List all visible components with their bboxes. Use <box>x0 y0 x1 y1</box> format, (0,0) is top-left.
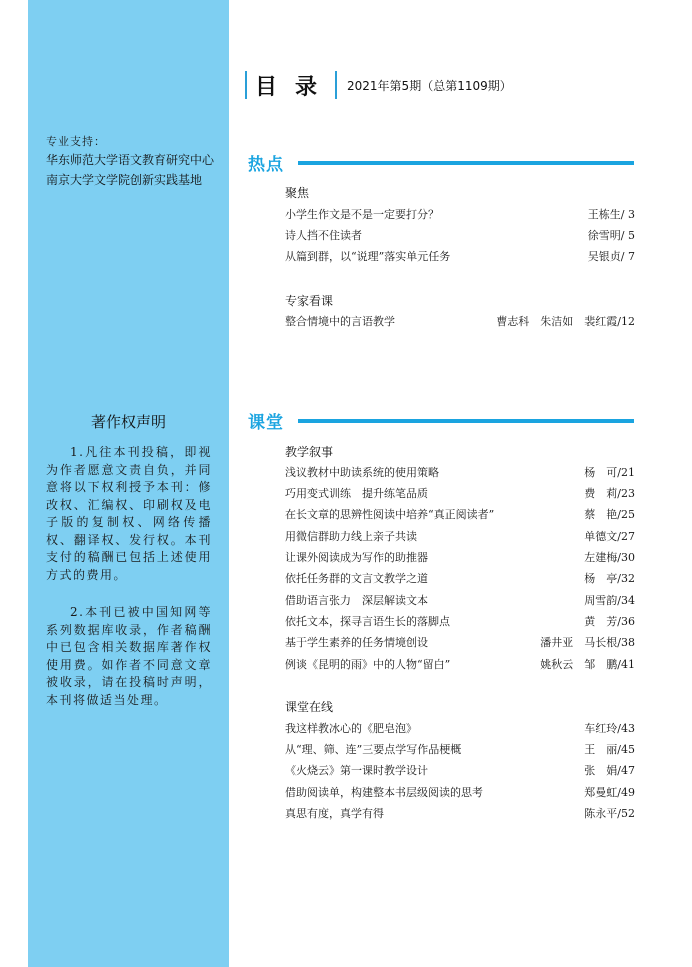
entry-title: 整合情境中的言语教学 <box>285 315 395 328</box>
entry-author-page: 单德文/27 <box>584 530 635 543</box>
toc-entry[interactable] <box>285 485 635 501</box>
entry-author-page: 杨 可/21 <box>584 466 635 479</box>
group-title: 教学叙事 <box>285 445 334 459</box>
toc-entry[interactable] <box>285 528 635 544</box>
toc-entry[interactable] <box>285 741 635 757</box>
entry-title: 依托文本，探寻言语生长的落脚点 <box>285 615 450 628</box>
entry-title: 浅议教材中助读系统的使用策略 <box>285 466 439 479</box>
entry-author-page: 郑曼虹/49 <box>584 786 635 799</box>
section-hotspot <box>248 150 634 176</box>
group-title: 专家看课 <box>285 294 334 308</box>
toc-entry[interactable] <box>285 762 635 778</box>
page-title: 目录 <box>255 74 336 100</box>
entry-title: 诗人挡不住读者 <box>285 229 362 242</box>
entry-title: 从“理、筛、连”三要点学写作品梗概 <box>285 743 462 756</box>
entry-title: 我这样教冰心的《肥皂泡》 <box>285 722 417 735</box>
toc-entry[interactable] <box>285 248 635 264</box>
entry-author-page: 王 丽/45 <box>584 743 635 756</box>
toc-entry[interactable] <box>285 506 635 522</box>
entry-author-page: 潘井亚 马长根/38 <box>540 636 635 649</box>
group-title: 课堂在线 <box>285 700 334 714</box>
toc-entry[interactable] <box>285 313 635 329</box>
toc-entry[interactable] <box>285 805 635 821</box>
section-rule <box>298 161 634 165</box>
entry-title: 《火烧云》第一课时教学设计 <box>285 764 428 777</box>
entry-author-page: 费 莉/23 <box>584 487 635 500</box>
copyright-paragraph-1: 1.凡往本刊投稿，即视为作者愿意文责自负，并同意将以下权利授予本刊：修改权、汇编权、印刷权及电子版的复制权、网络传播权、翻译权、发行权。本刊支付的稿酬已包括上述使用方式的费用。 <box>46 445 212 582</box>
support-label: 专业支持： <box>46 135 106 148</box>
issue-number: 2021年第5期（总第1109期） <box>347 78 512 93</box>
entry-title: 基于学生素养的任务情境创设 <box>285 636 428 649</box>
entry-author-page: 吴银贞/ 7 <box>587 250 635 263</box>
entry-author-page: 陈永平/52 <box>584 807 635 820</box>
entry-title: 从篇到群，以“说理”落实单元任务 <box>285 250 451 263</box>
toc-entry[interactable] <box>285 656 635 672</box>
entry-author-page: 周雪韵/34 <box>584 594 635 607</box>
entry-author-page: 张 娟/47 <box>584 764 635 777</box>
entry-author-page: 车红玲/43 <box>584 722 635 735</box>
entry-author-page: 王栋生/ 3 <box>587 208 635 221</box>
toc-entry[interactable] <box>285 720 635 736</box>
copyright-paragraph-2: 2.本刊已被中国知网等系列数据库收录，作者稿酬中已包含相关数据库著作权使用费。如作者不同意文章被收录，请在投稿时声明，本刊将做适当处理。 <box>46 605 212 707</box>
toc-entry[interactable] <box>285 784 635 800</box>
entry-author-page: 曹志科 朱洁如 裴红霞/12 <box>496 315 635 328</box>
section-title: 热点 <box>248 155 284 175</box>
support-org-nju: 南京大学文学院创新实践基地 <box>46 173 203 187</box>
entry-title: 依托任务群的文言文教学之道 <box>285 572 428 585</box>
entry-title: 在长文章的思辨性阅读中培养“真正阅读者” <box>285 508 495 521</box>
section-rule <box>298 419 634 423</box>
entry-title: 真思有度，真学有得 <box>285 807 384 820</box>
group-title: 聚焦 <box>285 186 310 200</box>
entry-author-page: 徐雪明/ 5 <box>587 229 635 242</box>
toc-entry[interactable] <box>285 227 635 243</box>
entry-title: 小学生作文是不是一定要打分？ <box>285 208 439 221</box>
support-org-ecnu: 华东师范大学语文教育研究中心 <box>46 153 215 167</box>
toc-entry[interactable] <box>285 634 635 650</box>
entry-title: 让课外阅读成为写作的助推器 <box>285 551 428 564</box>
entry-author-page: 黄 芳/36 <box>584 615 635 628</box>
copyright-title: 著作权声明 <box>90 413 166 431</box>
entry-title: 巧用变式训练 提升练笔品质 <box>285 487 428 500</box>
toc-entry[interactable] <box>285 570 635 586</box>
toc-entry[interactable] <box>285 549 635 565</box>
toc-entry[interactable] <box>285 464 635 480</box>
entry-title: 例谈《昆明的雨》中的人物“留白” <box>285 658 451 671</box>
entry-author-page: 左建梅/30 <box>584 551 635 564</box>
toc-entry[interactable] <box>285 206 635 222</box>
entry-author-page: 蔡 艳/25 <box>584 508 635 521</box>
entry-title: 借助阅读单，构建整本书层级阅读的思考 <box>285 786 483 799</box>
entry-author-page: 杨 亭/32 <box>584 572 635 585</box>
entry-title: 借助语言张力 深层解读文本 <box>285 594 428 607</box>
entry-title: 用微信群助力线上亲子共读 <box>285 530 417 543</box>
entry-author-page: 姚秋云 邹 鹏/41 <box>540 658 635 671</box>
section-classroom <box>248 408 634 434</box>
toc-header <box>245 70 512 100</box>
sidebar <box>28 0 229 967</box>
toc-entry[interactable] <box>285 592 635 608</box>
toc-entry[interactable] <box>285 613 635 629</box>
section-title: 课堂 <box>248 413 284 433</box>
